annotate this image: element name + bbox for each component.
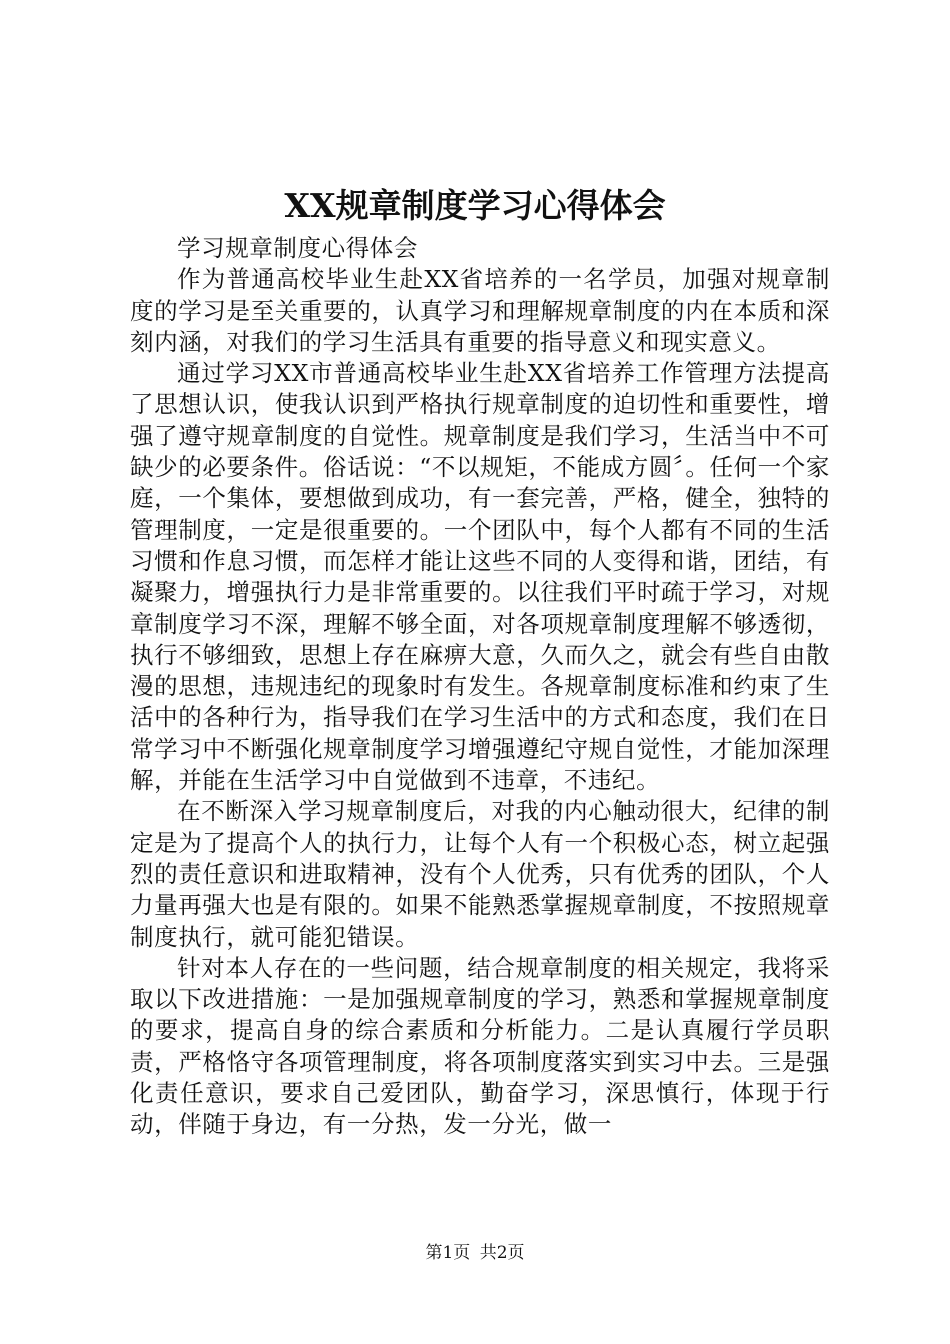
paragraph: 作为普通高校毕业生赴XX省培养的一名学员，加强对规章制度的学习是至关重要的，认真学习和理解规章制度的内在本质和深刻内涵，对我们的学习生活具有重要的指导意义和现实意义。	[130, 265, 830, 356]
page-total: 共2页	[479, 1243, 525, 1263]
document-title: XX规章制度学习心得体会	[284, 186, 666, 225]
paragraph: 针对本人存在的一些问题，结合规章制度的相关规定，我将采取以下改进措施：一是加强规章制度的学习，熟悉和掌握规章制度的要求，提高自身的综合素质和分析能力。二是认真履行学员职责，严格恪守各项管理制度，将各项制度落实到实习中去。三是强化责任意识，要求自己爱团队，勤奋学习，深思慎行，体现于行动，伴随于身边，有一分热，发一分光，做一	[130, 953, 830, 1139]
document-body	[130, 233, 830, 1141]
page-footer	[0, 1241, 950, 1265]
paragraph-subtitle: 学习规章制度心得体会	[177, 234, 418, 262]
paragraph: 在不断深入学习规章制度后，对我的内心触动很大，纪律的制定是为了提高个人的执行力，让每个人有一个积极心态，树立起强烈的责任意识和进取精神，没有个人优秀，只有优秀的团队，个人力量再强大也是有限的。如果不能熟悉掌握规章制度，不按照规章制度执行，就可能犯错误。	[130, 797, 830, 951]
page-number: 第1页	[425, 1243, 471, 1263]
paragraph: 通过学习XX市普通高校毕业生赴XX省培养工作管理方法提高了思想认识，使我认识到严格执行规章制度的迫切性和重要性，增强了遵守规章制度的自觉性。规章制度是我们学习，生活当中不可缺少的必要条件。俗话说：“不以规矩，不能成方圆〞。任何一个家庭，一个集体，要想做到成功，有一套完善，严格，健全，独特的管理制度，一定是很重要的。一个团队中，每个人都有不同的生活习惯和作息习惯，而怎样才能让这些不同的人变得和谐，团结，有凝聚力，增强执行力是非常重要的。以往我们平时疏于学习，对规章制度学习不深，理解不够全面，对各项规章制度理解不够透彻，执行不够细致，思想上存在麻痹大意，久而久之，就会有些自由散漫的思想，违规违纪的现象时有发生。各规章制度标准和约束了生活中的各种行为，指导我们在学习生活中的方式和态度，我们在日常学习中不断强化规章制度学习增强遵纪守规自觉性，才能加深理解，并能在生活学习中自觉做到不违章，不违纪。	[130, 359, 830, 795]
